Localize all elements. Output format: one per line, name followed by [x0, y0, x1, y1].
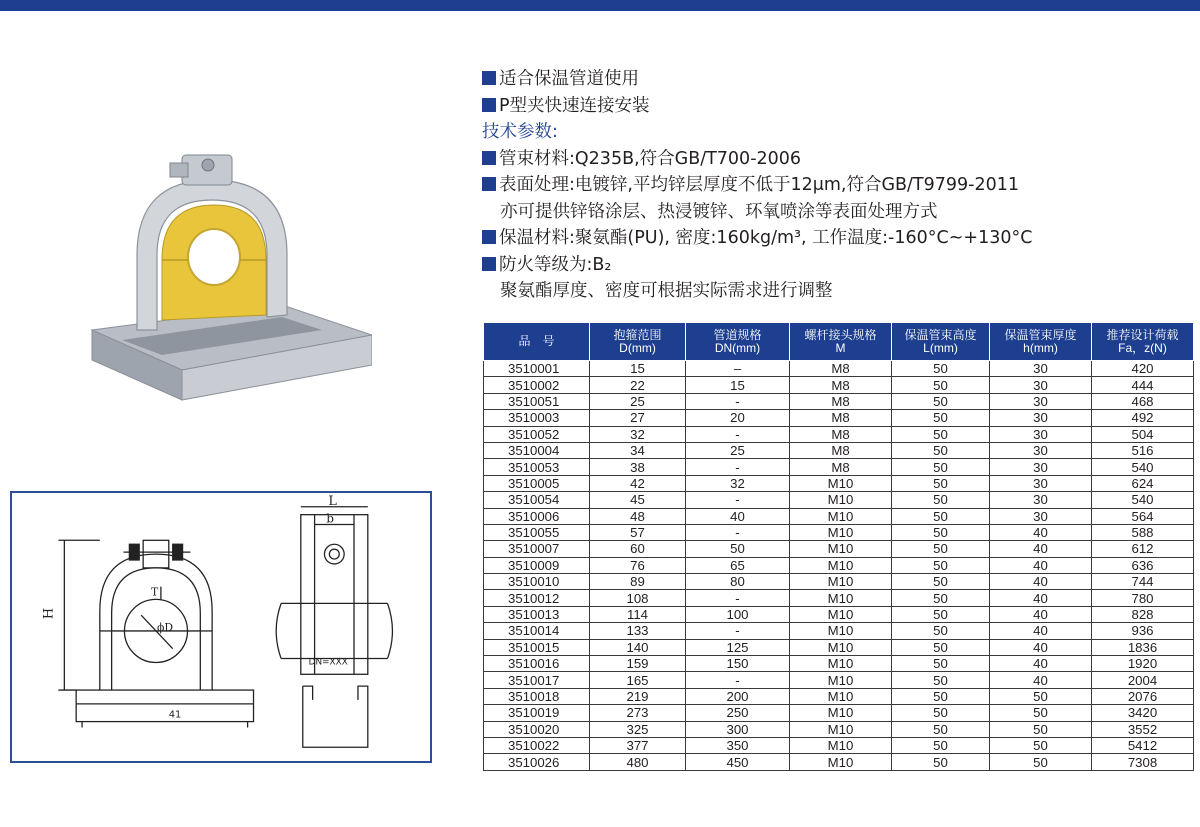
table-cell: 165: [590, 672, 686, 688]
table-cell: 140: [590, 639, 686, 655]
table-cell: 57: [590, 524, 686, 540]
table-row: [484, 377, 1194, 393]
table-cell: 40: [990, 574, 1092, 590]
table-cell: 40: [990, 639, 1092, 655]
table-cell: -: [686, 590, 790, 606]
column-header-title: 推荐设计荷载: [1106, 327, 1179, 342]
table-row: [484, 639, 1194, 655]
dim-d: ϕD: [156, 620, 174, 634]
rail-label: 41: [168, 709, 182, 721]
table-cell: 420: [1092, 361, 1194, 377]
table-cell: 40: [990, 656, 1092, 672]
table-cell: M8: [790, 393, 892, 409]
table-cell: 50: [892, 459, 990, 475]
table-cell: 32: [590, 426, 686, 442]
spec-line: [482, 278, 1182, 305]
table-cell: 3510002: [484, 377, 590, 393]
table-cell: 50: [990, 688, 1092, 704]
table-cell: 3510007: [484, 541, 590, 557]
table-cell: M8: [790, 459, 892, 475]
table-row: [484, 656, 1194, 672]
table-row: [484, 410, 1194, 426]
spec-text: P型夹快速连接安装: [499, 95, 650, 116]
spec-line: [482, 252, 1182, 279]
table-cell: 50: [892, 656, 990, 672]
table-cell: M8: [790, 442, 892, 458]
spec-line: [482, 66, 1182, 93]
table-cell: -: [686, 623, 790, 639]
table-cell: 30: [990, 442, 1092, 458]
table-cell: M10: [790, 524, 892, 540]
spec-text: 适合保温管道使用: [499, 69, 639, 89]
table-cell: 3510019: [484, 705, 590, 721]
table-cell: M8: [790, 377, 892, 393]
table-cell: 3510022: [484, 737, 590, 753]
table-row: [484, 623, 1194, 639]
table-cell: 100: [686, 606, 790, 622]
rail-front: [76, 690, 253, 722]
table-cell: 125: [686, 639, 790, 655]
table-cell: 40: [990, 606, 1092, 622]
table-cell: 30: [990, 393, 1092, 409]
table-cell: 3510020: [484, 721, 590, 737]
table-cell: 5412: [1092, 737, 1194, 753]
table-cell: 30: [990, 361, 1092, 377]
table-cell: 540: [1092, 459, 1194, 475]
table-cell: 27: [590, 410, 686, 426]
table-cell: 50: [686, 541, 790, 557]
table-cell: 3510015: [484, 639, 590, 655]
column-header: [686, 323, 790, 361]
column-header-title: 抱箍范围: [613, 327, 662, 342]
table-row: [484, 459, 1194, 475]
spec-line: [482, 119, 1182, 146]
table-cell: M10: [790, 672, 892, 688]
table-cell: M10: [790, 705, 892, 721]
table-cell: 108: [590, 590, 686, 606]
technical-drawing: [10, 491, 432, 763]
table-cell: 50: [892, 442, 990, 458]
table-cell: 76: [590, 557, 686, 573]
column-header: [892, 323, 990, 361]
table-cell: 250: [686, 705, 790, 721]
table-cell: 20: [686, 410, 790, 426]
table-cell: M8: [790, 410, 892, 426]
square-bullet-icon: [482, 257, 496, 271]
table-cell: 480: [590, 754, 686, 770]
table-cell: 564: [1092, 508, 1194, 524]
dim-b: b: [326, 511, 334, 526]
table-cell: M10: [790, 737, 892, 753]
rail-side: [303, 686, 368, 747]
table-cell: 50: [892, 492, 990, 508]
table-cell: 48: [590, 508, 686, 524]
table-cell: M10: [790, 606, 892, 622]
table-row: [484, 508, 1194, 524]
clamp-outline: [100, 554, 212, 690]
table-cell: 3510051: [484, 393, 590, 409]
table-cell: 30: [990, 475, 1092, 491]
table-cell: 50: [990, 721, 1092, 737]
table-cell: 588: [1092, 524, 1194, 540]
table-cell: 50: [892, 705, 990, 721]
table-cell: 636: [1092, 557, 1194, 573]
table-cell: 50: [892, 688, 990, 704]
column-header-title: 保温管束高度: [904, 327, 977, 342]
side-band: [301, 515, 368, 675]
table-cell: 3510054: [484, 492, 590, 508]
table-cell: 50: [892, 361, 990, 377]
table-cell: 50: [892, 475, 990, 491]
table-cell: 50: [892, 426, 990, 442]
table-cell: 3510004: [484, 442, 590, 458]
table-row: [484, 557, 1194, 573]
column-header-title: 品 号: [518, 334, 555, 348]
table-cell: M10: [790, 623, 892, 639]
table-cell: 50: [892, 606, 990, 622]
table-cell: M10: [790, 475, 892, 491]
table-cell: M10: [790, 508, 892, 524]
column-header-unit: D(mm): [619, 340, 656, 355]
column-header: [484, 323, 590, 361]
table-cell: 300: [686, 721, 790, 737]
table-cell: 133: [590, 623, 686, 639]
table-cell: 150: [686, 656, 790, 672]
table-cell: 80: [686, 574, 790, 590]
table-cell: –: [686, 361, 790, 377]
table-cell: 516: [1092, 442, 1194, 458]
table-cell: 3510005: [484, 475, 590, 491]
table-cell: 34: [590, 442, 686, 458]
table-cell: 50: [892, 393, 990, 409]
table-cell: 50: [990, 705, 1092, 721]
table-cell: 50: [892, 410, 990, 426]
column-header-title: 螺杆接头规格: [804, 327, 877, 342]
table-cell: -: [686, 426, 790, 442]
table-cell: 30: [990, 426, 1092, 442]
table-cell: 3510006: [484, 508, 590, 524]
table-cell: 40: [990, 524, 1092, 540]
table-cell: 114: [590, 606, 686, 622]
table-cell: 32: [686, 475, 790, 491]
top-brand-bar: [0, 0, 1200, 11]
table-cell: 780: [1092, 590, 1194, 606]
spec-line: [482, 172, 1182, 199]
table-cell: M10: [790, 557, 892, 573]
table-cell: 7308: [1092, 754, 1194, 770]
square-bullet-icon: [482, 71, 496, 85]
table-cell: 540: [1092, 492, 1194, 508]
table-cell: 15: [686, 377, 790, 393]
spec-text: 聚氨酯厚度、密度可根据实际需求进行调整: [500, 281, 833, 301]
table-cell: 468: [1092, 393, 1194, 409]
table-cell: M10: [790, 590, 892, 606]
column-header-title: 管道规格: [713, 327, 762, 342]
table-cell: M10: [790, 574, 892, 590]
spec-text: 防火等级为:B₂: [499, 254, 612, 275]
table-cell: M10: [790, 754, 892, 770]
table-header-row: [484, 323, 1194, 361]
table-cell: 25: [686, 442, 790, 458]
square-bullet-icon: [482, 230, 496, 244]
table-cell: 40: [990, 557, 1092, 573]
table-cell: 3420: [1092, 705, 1194, 721]
spec-text: 表面处理:电镀锌,平均锌层厚度不低于12μm,符合GB/T9799-2011: [499, 175, 1020, 195]
table-cell: 60: [590, 541, 686, 557]
table-cell: 42: [590, 475, 686, 491]
table-cell: 50: [892, 557, 990, 573]
table-cell: 40: [686, 508, 790, 524]
table-cell: 30: [990, 377, 1092, 393]
table-row: [484, 361, 1194, 377]
table-row: [484, 541, 1194, 557]
square-bullet-icon: [482, 151, 496, 165]
table-cell: 744: [1092, 574, 1194, 590]
table-cell: 2004: [1092, 672, 1194, 688]
table-cell: 50: [892, 508, 990, 524]
table-cell: 200: [686, 688, 790, 704]
spec-text: 保温材料:聚氨酯(PU), 密度:160kg/m³, 工作温度:-160°C~+130°C: [499, 228, 1033, 248]
table-cell: 3552: [1092, 721, 1194, 737]
spec-line: [482, 225, 1182, 252]
table-cell: 50: [892, 574, 990, 590]
table-cell: 50: [892, 377, 990, 393]
table-cell: 3510003: [484, 410, 590, 426]
table-row: [484, 426, 1194, 442]
table-cell: 25: [590, 393, 686, 409]
table-cell: 936: [1092, 623, 1194, 639]
table-cell: 50: [892, 639, 990, 655]
table-cell: 3510018: [484, 688, 590, 704]
spec-table: [483, 322, 1194, 771]
column-header-unit: h(mm): [1023, 340, 1058, 355]
table-cell: 3510001: [484, 361, 590, 377]
table-row: [484, 524, 1194, 540]
table-cell: 3510014: [484, 623, 590, 639]
table-cell: 3510017: [484, 672, 590, 688]
table-cell: 504: [1092, 426, 1194, 442]
column-header: [790, 323, 892, 361]
table-row: [484, 606, 1194, 622]
table-row: [484, 590, 1194, 606]
table-cell: 3510052: [484, 426, 590, 442]
table-cell: 3510009: [484, 557, 590, 573]
column-header-unit: L(mm): [923, 340, 958, 355]
spec-text: 管束材料:Q235B,符合GB/T700-2006: [499, 148, 802, 169]
table-cell: M10: [790, 721, 892, 737]
table-cell: 50: [990, 754, 1092, 770]
table-row: [484, 475, 1194, 491]
table-cell: M10: [790, 639, 892, 655]
table-cell: -: [686, 524, 790, 540]
table-cell: 40: [990, 623, 1092, 639]
table-cell: 3510026: [484, 754, 590, 770]
table-cell: 3510053: [484, 459, 590, 475]
table-cell: 50: [892, 524, 990, 540]
spec-list: [482, 66, 1182, 305]
column-header: [990, 323, 1092, 361]
table-cell: 444: [1092, 377, 1194, 393]
dim-h: H: [41, 607, 57, 620]
table-cell: 50: [892, 672, 990, 688]
column-header-title: 保温管束厚度: [1004, 327, 1077, 342]
spec-line: [482, 93, 1182, 120]
spec-text: 亦可提供锌铬涂层、热浸镀锌、环氧喷涂等表面处理方式: [500, 201, 938, 222]
table-cell: M10: [790, 688, 892, 704]
table-row: [484, 721, 1194, 737]
table-row: [484, 574, 1194, 590]
table-cell: 40: [990, 590, 1092, 606]
table-cell: 377: [590, 737, 686, 753]
table-cell: -: [686, 492, 790, 508]
table-row: [484, 705, 1194, 721]
dim-t: T: [151, 585, 159, 599]
table-cell: 40: [990, 541, 1092, 557]
table-row: [484, 393, 1194, 409]
table-cell: 30: [990, 459, 1092, 475]
column-header-unit: M: [835, 340, 846, 355]
table-cell: -: [686, 672, 790, 688]
table-cell: 22: [590, 377, 686, 393]
table-cell: 1920: [1092, 656, 1194, 672]
pipe-side: [276, 603, 392, 658]
table-row: [484, 754, 1194, 770]
table-cell: 50: [892, 623, 990, 639]
table-cell: 3510010: [484, 574, 590, 590]
table-cell: 325: [590, 721, 686, 737]
table-cell: 3510012: [484, 590, 590, 606]
table-cell: 30: [990, 508, 1092, 524]
table-cell: 1836: [1092, 639, 1194, 655]
table-cell: M10: [790, 656, 892, 672]
dn-label: DN=XXX: [308, 657, 348, 668]
table-cell: 38: [590, 459, 686, 475]
table-cell: 3510055: [484, 524, 590, 540]
square-bullet-icon: [482, 177, 496, 191]
table-cell: -: [686, 393, 790, 409]
table-cell: -: [686, 459, 790, 475]
table-cell: 30: [990, 410, 1092, 426]
table-row: [484, 492, 1194, 508]
table-cell: 3510016: [484, 656, 590, 672]
table-cell: 2076: [1092, 688, 1194, 704]
table-cell: 350: [686, 737, 790, 753]
table-cell: 624: [1092, 475, 1194, 491]
table-cell: 3510013: [484, 606, 590, 622]
table-cell: 219: [590, 688, 686, 704]
table-row: [484, 442, 1194, 458]
table-cell: 50: [990, 737, 1092, 753]
table-row: [484, 672, 1194, 688]
table-cell: 828: [1092, 606, 1194, 622]
table-cell: 15: [590, 361, 686, 377]
table-cell: 50: [892, 541, 990, 557]
table-cell: 273: [590, 705, 686, 721]
table-cell: 50: [892, 754, 990, 770]
table-cell: 45: [590, 492, 686, 508]
table-cell: 30: [990, 492, 1092, 508]
column-header: [1092, 323, 1194, 361]
table-cell: 450: [686, 754, 790, 770]
table-row: [484, 737, 1194, 753]
spec-line: [482, 146, 1182, 173]
table-cell: 89: [590, 574, 686, 590]
table-cell: 50: [892, 721, 990, 737]
table-cell: 50: [892, 590, 990, 606]
spec-line: [482, 199, 1182, 226]
table-cell: 159: [590, 656, 686, 672]
table-cell: M10: [790, 541, 892, 557]
table-cell: M8: [790, 426, 892, 442]
square-bullet-icon: [482, 98, 496, 112]
product-photo: [82, 145, 372, 405]
table-cell: 612: [1092, 541, 1194, 557]
column-header-unit: DN(mm): [714, 340, 761, 355]
table-cell: M10: [790, 492, 892, 508]
table-cell: 65: [686, 557, 790, 573]
column-header-unit: Fa，z(N): [1118, 340, 1167, 355]
table-cell: 40: [990, 672, 1092, 688]
table-cell: M8: [790, 361, 892, 377]
table-row: [484, 688, 1194, 704]
spec-text: 技术参数:: [482, 122, 558, 142]
dim-l: L: [328, 493, 337, 509]
table-cell: 492: [1092, 410, 1194, 426]
table-cell: 50: [892, 737, 990, 753]
column-header: [590, 323, 686, 361]
